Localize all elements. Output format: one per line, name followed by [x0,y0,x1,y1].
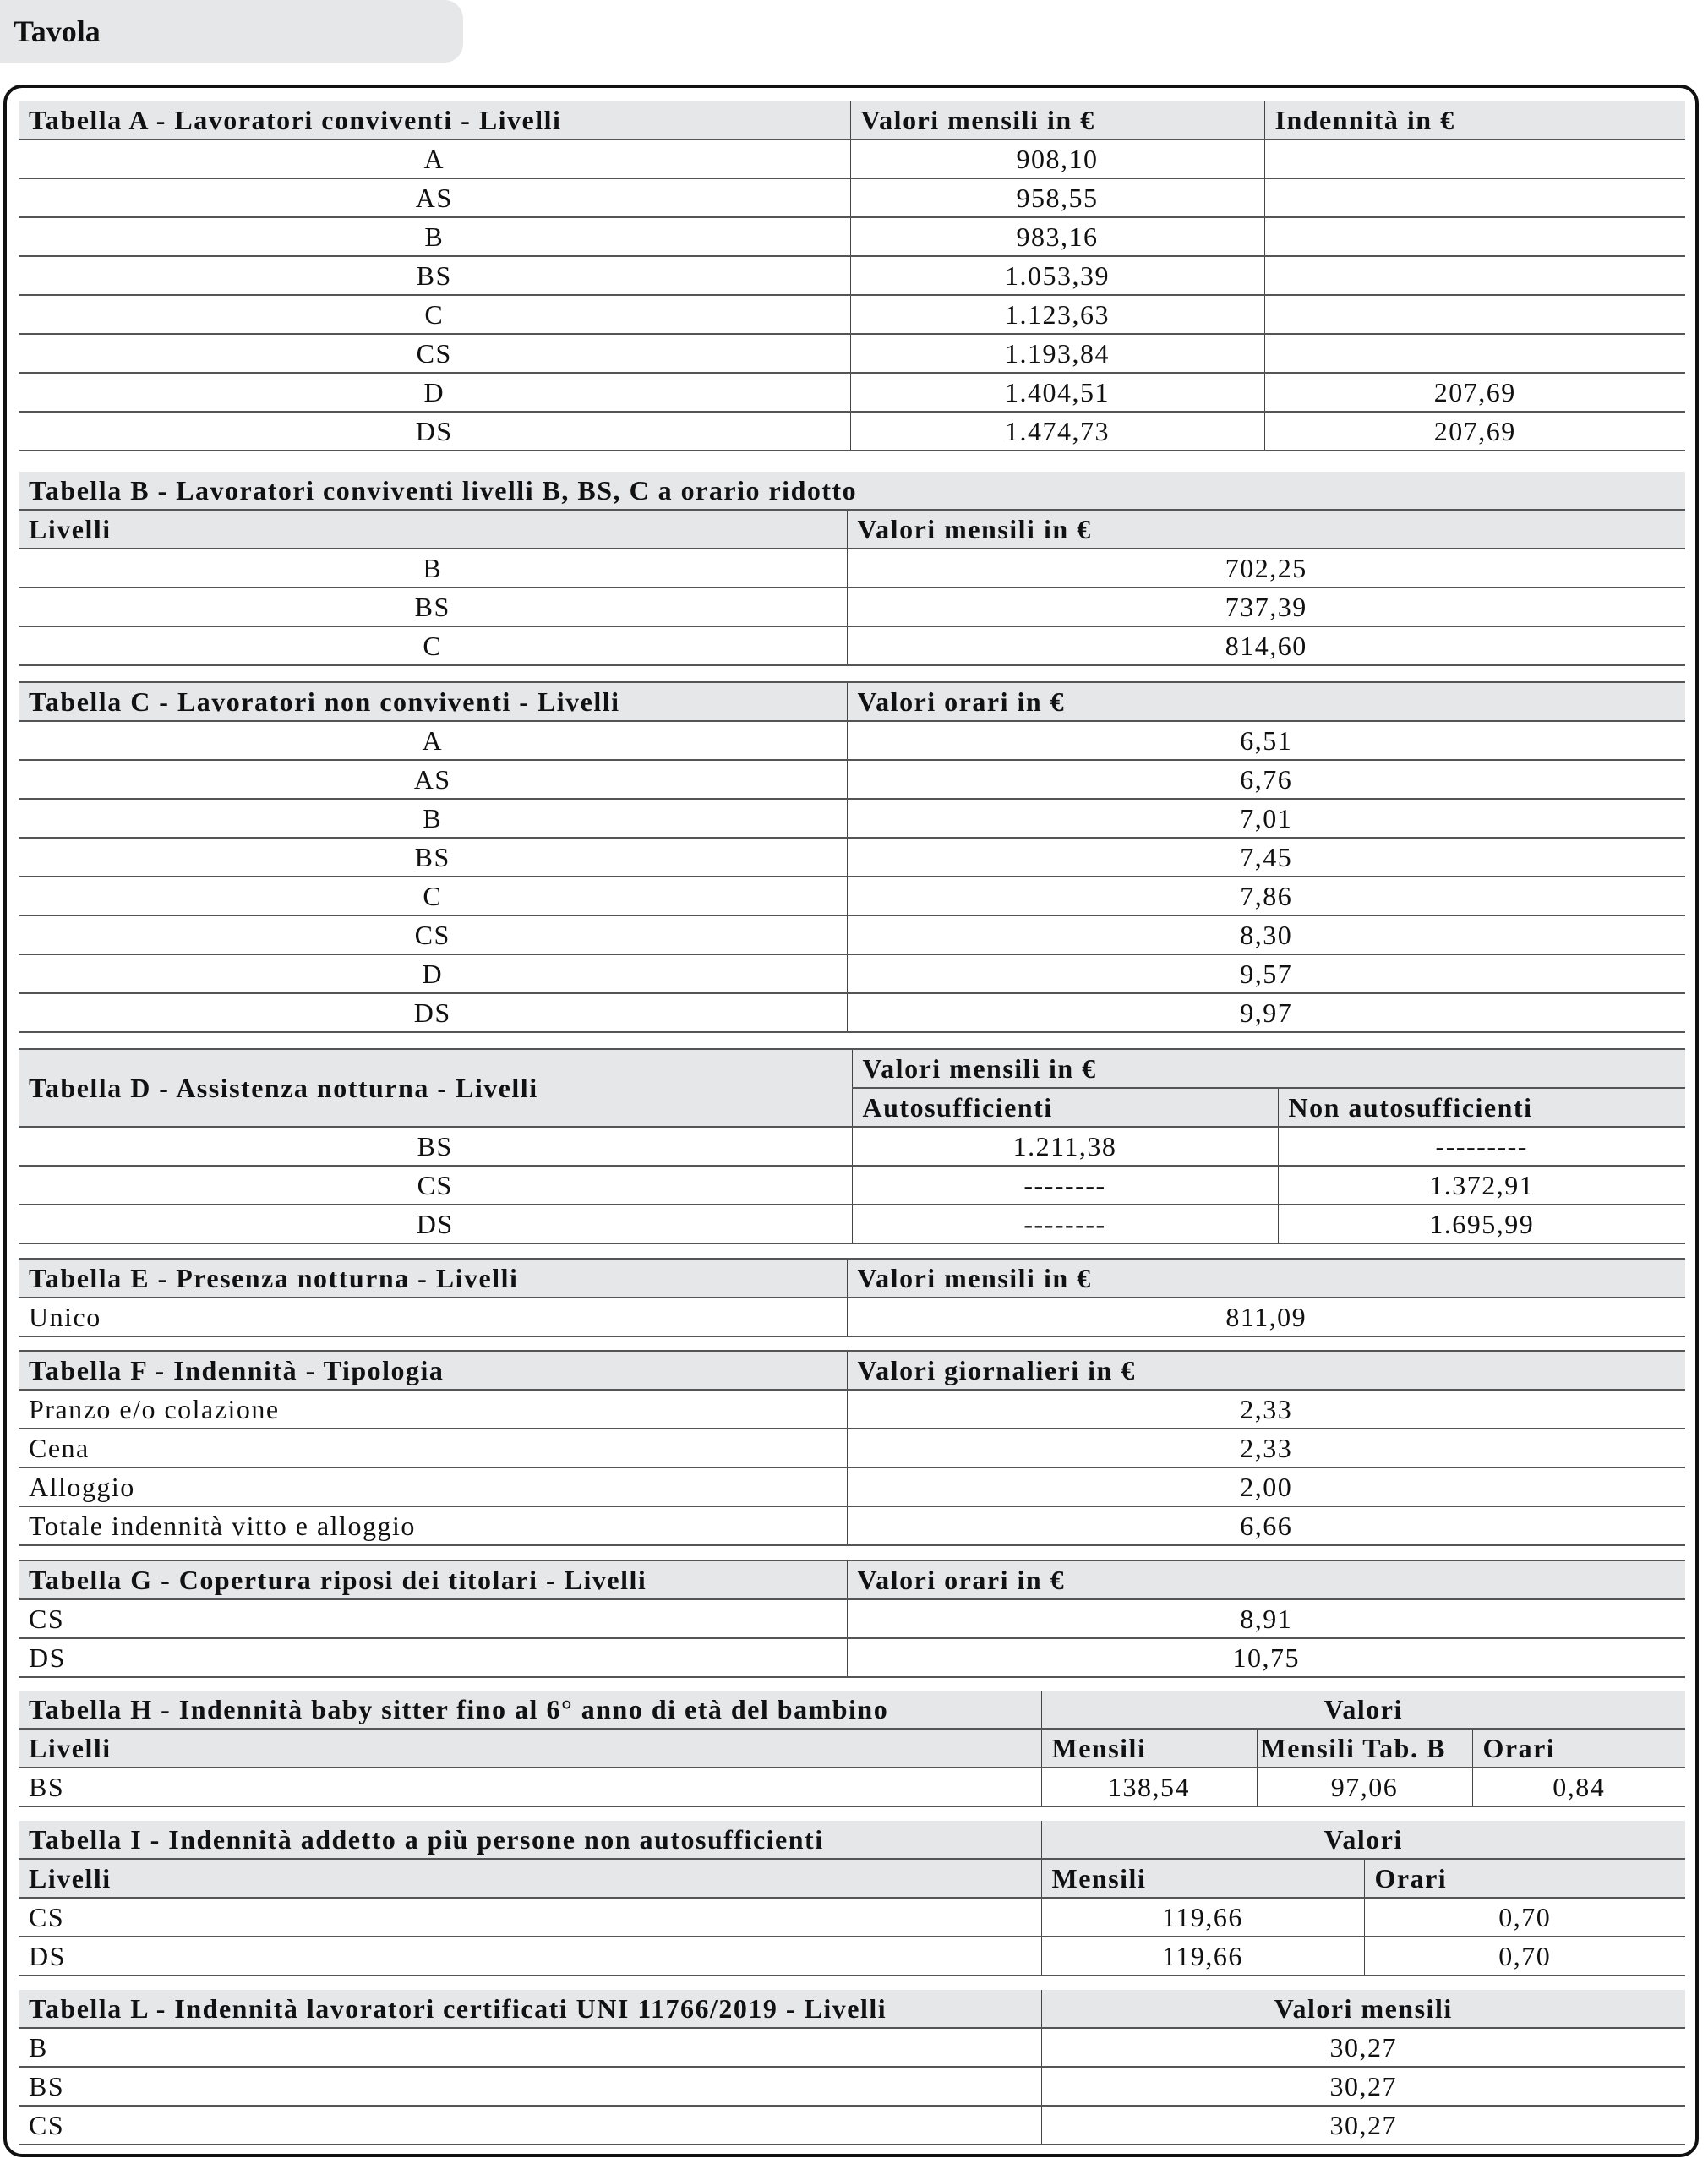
table-row [19,1467,1685,1506]
table-row [19,1205,1685,1243]
tabella-a-header-valori: Valori mensili in € [850,101,1264,139]
table-row [19,799,1685,838]
tabella-a-header-livelli: Tabella A - Lavoratori conviventi - Livelli [19,101,850,139]
cell-indennita [1264,334,1685,373]
cell-valore: 702,25 [847,549,1685,587]
tabella-d-title: Tabella D - Assistenza notturna - Livelli [19,1049,852,1127]
cell-valore: 9,57 [847,954,1685,993]
table-row [19,334,1685,373]
tabella-l [19,1990,1685,2145]
cell-indennita: 207,69 [1264,373,1685,412]
table-row [19,626,1685,665]
tabella-i-header-mensili: Mensili [1041,1859,1364,1898]
tabella-d-header-autosufficienti: Autosufficienti [852,1088,1278,1127]
tabella-i-group-header: Valori [1041,1821,1685,1859]
table-row [19,256,1685,295]
tabella-a-header-indennita: Indennità in € [1264,101,1685,139]
tabella-e-header-valori: Valori mensili in € [847,1259,1685,1298]
table-row [19,1638,1685,1677]
cell-valore: 7,45 [847,838,1685,877]
table-row [19,1127,1685,1166]
table-row [19,1390,1685,1429]
tabella-b [19,472,1685,666]
cell-indennita: 207,69 [1264,412,1685,451]
cell-mensili: 119,66 [1041,1937,1364,1975]
cell-valore: 30,27 [1041,2106,1685,2145]
tabella-a [19,101,1685,451]
cell-livello: D [19,954,847,993]
cell-valore: 7,01 [847,799,1685,838]
cell-valore: 737,39 [847,587,1685,626]
cell-mensili: 119,66 [1041,1898,1364,1937]
cell-valore: 811,09 [847,1298,1685,1336]
table-row [19,139,1685,178]
cell-non-autosufficienti: 1.372,91 [1278,1166,1685,1205]
cell-valore: 6,51 [847,721,1685,760]
cell-livello: B [19,217,850,256]
tabella-h-header-livelli: Livelli [19,1729,1041,1768]
cell-livello: BS [19,838,847,877]
cell-orari: 0,84 [1472,1768,1685,1806]
tabella-b-header-valori: Valori mensili in € [847,510,1685,549]
tabella-f-header-tipologia: Tabella F - Indennità - Tipologia [19,1351,847,1390]
tabella-l-header-livelli: Tabella L - Indennità lavoratori certificati UNI 11766/2019 - Livelli [19,1990,1041,2028]
cell-non-autosufficienti: 1.695,99 [1278,1205,1685,1243]
cell-livello: C [19,295,850,334]
table-row [19,760,1685,799]
cell-livello: CS [19,1898,1041,1937]
cell-livello: B [19,549,847,587]
cell-autosufficienti: -------- [852,1166,1278,1205]
cell-valore: 908,10 [850,139,1264,178]
cell-livello: D [19,373,850,412]
tabella-g-header-livelli: Tabella G - Copertura riposi dei titolari - Livelli [19,1560,847,1599]
cell-livello: A [19,721,847,760]
cell-livello: A [19,139,850,178]
table-row [19,2106,1685,2145]
cell-tipologia: Alloggio [19,1467,847,1506]
cell-valore: 2,00 [847,1467,1685,1506]
cell-indennita [1264,256,1685,295]
tabella-l-header-valori: Valori mensili [1041,1990,1685,2028]
cell-livello: C [19,877,847,915]
cell-livello: B [19,799,847,838]
cell-valore: 6,66 [847,1506,1685,1545]
cell-livello: CS [19,2106,1041,2145]
cell-tipologia: Totale indennità vitto e alloggio [19,1506,847,1545]
cell-livello: BS [19,1768,1041,1806]
cell-livello: AS [19,178,850,217]
tabella-h [19,1691,1685,1807]
cell-tipologia: Cena [19,1429,847,1467]
table-row [19,1429,1685,1467]
cell-valore: 958,55 [850,178,1264,217]
cell-valore: 2,33 [847,1429,1685,1467]
table-row [19,838,1685,877]
tabella-e-header-livelli: Tabella E - Presenza notturna - Livelli [19,1259,847,1298]
cell-livello: Unico [19,1298,847,1336]
cell-livello: BS [19,2067,1041,2106]
cell-livello: DS [19,412,850,451]
cell-indennita [1264,139,1685,178]
table-row [19,178,1685,217]
tabella-i-header-orari: Orari [1364,1859,1685,1898]
tabella-g-header-valori: Valori orari in € [847,1560,1685,1599]
cell-valore: 1.053,39 [850,256,1264,295]
cell-livello: DS [19,993,847,1032]
cell-valore: 8,30 [847,915,1685,954]
tabella-b-header-livelli: Livelli [19,510,847,549]
cell-livello: B [19,2028,1041,2067]
cell-valore: 8,91 [847,1599,1685,1638]
cell-valore: 9,97 [847,993,1685,1032]
cell-autosufficienti: -------- [852,1205,1278,1243]
tabella-i [19,1821,1685,1976]
cell-non-autosufficienti: --------- [1278,1127,1685,1166]
table-row [19,2028,1685,2067]
tabella-h-header-orari: Orari [1472,1729,1685,1768]
tabella-f [19,1350,1685,1546]
page-title: Tavola [14,14,101,48]
tabella-h-header-mensili: Mensili [1041,1729,1257,1768]
cell-valore: 983,16 [850,217,1264,256]
tabella-h-title: Tabella H - Indennità baby sitter fino al 6° anno di età del bambino [19,1691,1041,1729]
cell-indennita [1264,217,1685,256]
table-row [19,549,1685,587]
table-row [19,1599,1685,1638]
cell-valore: 7,86 [847,877,1685,915]
cell-mensili-tab-b: 97,06 [1257,1768,1472,1806]
cell-valore: 1.123,63 [850,295,1264,334]
table-row [19,1937,1685,1975]
cell-valore: 2,33 [847,1390,1685,1429]
cell-livello: CS [19,1599,847,1638]
table-row [19,217,1685,256]
cell-livello: BS [19,587,847,626]
tabella-d-group-header: Valori mensili in € [852,1049,1685,1088]
cell-livello: BS [19,1127,852,1166]
cell-mensili: 138,54 [1041,1768,1257,1806]
cell-valore: 814,60 [847,626,1685,665]
table-row [19,587,1685,626]
table-row [19,1768,1685,1806]
cell-indennita [1264,178,1685,217]
tabella-b-title: Tabella B - Lavoratori conviventi livelli B, BS, C a orario ridotto [19,472,1685,510]
table-row [19,295,1685,334]
cell-livello: AS [19,760,847,799]
tabella-i-title: Tabella I - Indennità addetto a più persone non autosufficienti [19,1821,1041,1859]
cell-livello: DS [19,1937,1041,1975]
cell-livello: CS [19,334,850,373]
table-row [19,1166,1685,1205]
tabella-e [19,1258,1685,1337]
tabella-d [19,1048,1685,1244]
tabella-c-header-livelli: Tabella C - Lavoratori non conviventi - Livelli [19,682,847,721]
tabella-g [19,1560,1685,1678]
cell-valore: 1.404,51 [850,373,1264,412]
cell-livello: DS [19,1638,847,1677]
table-row [19,1898,1685,1937]
cell-orari: 0,70 [1364,1898,1685,1937]
tabella-i-header-livelli: Livelli [19,1859,1041,1898]
table-row [19,954,1685,993]
cell-valore: 1.474,73 [850,412,1264,451]
table-row [19,373,1685,412]
page-title-tab [0,0,463,63]
table-row [19,1298,1685,1336]
cell-livello: CS [19,1166,852,1205]
table-row [19,2067,1685,2106]
table-row [19,915,1685,954]
table-row [19,993,1685,1032]
tabella-h-header-mensili-tab-b: Mensili Tab. B [1257,1729,1472,1768]
table-row [19,721,1685,760]
cell-livello: CS [19,915,847,954]
tabella-c [19,681,1685,1033]
table-row [19,412,1685,451]
table-row [19,877,1685,915]
cell-valore: 30,27 [1041,2028,1685,2067]
cell-livello: DS [19,1205,852,1243]
table-row [19,1506,1685,1545]
cell-tipologia: Pranzo e/o colazione [19,1390,847,1429]
cell-livello: C [19,626,847,665]
cell-orari: 0,70 [1364,1937,1685,1975]
cell-valore: 10,75 [847,1638,1685,1677]
tabella-c-header-valori: Valori orari in € [847,682,1685,721]
cell-indennita [1264,295,1685,334]
cell-autosufficienti: 1.211,38 [852,1127,1278,1166]
cell-livello: BS [19,256,850,295]
cell-valore: 6,76 [847,760,1685,799]
tabella-h-group-header: Valori [1041,1691,1685,1729]
tabella-d-header-non-autosufficienti: Non autosufficienti [1278,1088,1685,1127]
cell-valore: 1.193,84 [850,334,1264,373]
tabella-f-header-valori: Valori giornalieri in € [847,1351,1685,1390]
cell-valore: 30,27 [1041,2067,1685,2106]
